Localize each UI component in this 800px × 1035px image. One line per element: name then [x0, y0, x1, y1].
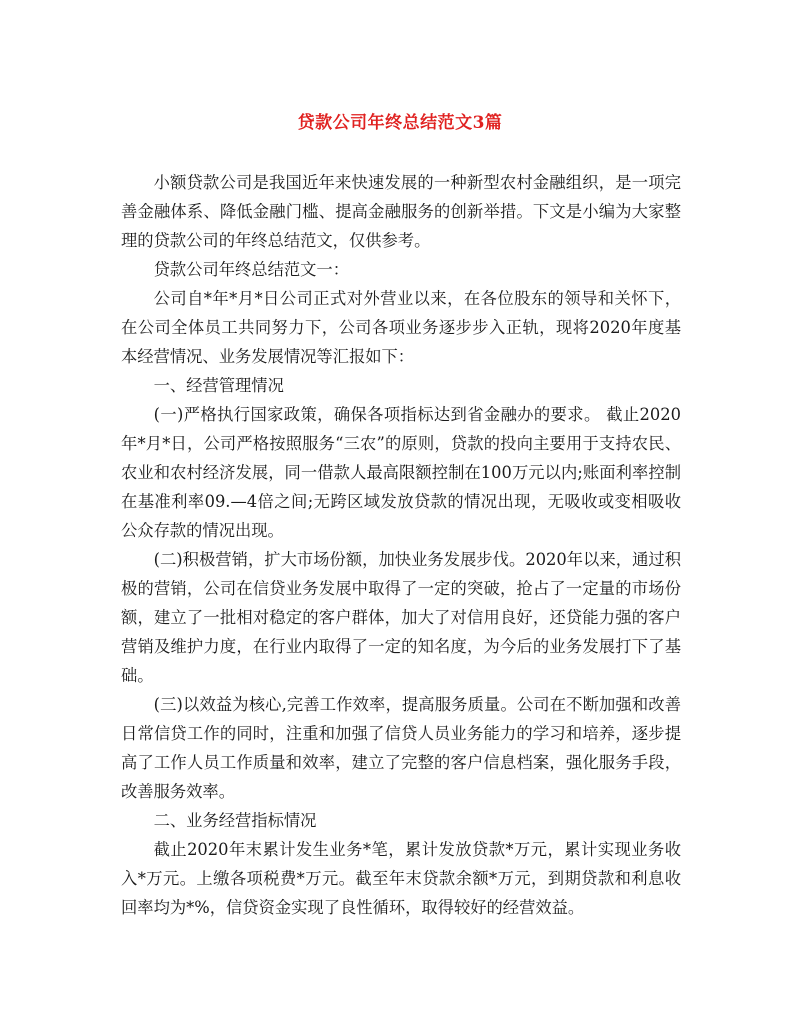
section-heading-indicators: 二、业务经营指标情况 [153, 811, 317, 830]
document-body [121, 168, 681, 922]
paragraph-sample-heading: 贷款公司年终总结范文一： [153, 260, 349, 279]
section-heading-management: 一、经营管理情况 [153, 376, 284, 395]
paragraph-policy: (一)严格执行国家政策，确保各项指标达到省金融办的要求。 截止2020年*月*日，公司严格按照服务“三农”的原则，贷款的投向主要用于支持农民、农业和农村经济发展，同一借款人最高限额控制在100万元以内;账面利率控制在基准利率09.—4倍之间;无跨区域发放贷款的情况出现，无吸收或变相吸收公众存款的情况出现。 [121, 405, 681, 540]
paragraph-marketing: (二)积极营销，扩大市场份额，加快业务发展步伐。2020年以来，通过积极的营销，公司在信贷业务发展中取得了一定的突破，抢占了一定量的市场份额，建立了一批相对稳定的客户群体，加大了对信用良好，还贷能力强的客户营销及维护力度，在行业内取得了一定的知名度，为今后的业务发展打下了基础。 [121, 550, 681, 685]
paragraph-overview: 公司自*年*月*日公司正式对外营业以来，在各位股东的领导和关怀下，在公司全体员工共同努力下，公司各项业务逐步步入正轨，现将2020年度基本经营情况、业务发展情况等汇报如下： [121, 289, 681, 366]
paragraph-efficiency: (三)以效益为核心,完善工作效率，提高服务质量。公司在不断加强和改善日常信贷工作的同时，注重和加强了信贷人员业务能力的学习和培养，逐步提高了工作人员工作质量和效率，建立了完整的客户信息档案，强化服务手段，改善服务效率。 [121, 695, 681, 801]
paragraph-indicators: 截止2020年末累计发生业务*笔，累计发放贷款*万元，累计实现业务收入*万元。上缴各项税费*万元。截至年末贷款余额*万元，到期贷款和利息收回率均为*%，信贷资金实现了良性循环，取得较好的经营效益。 [121, 840, 681, 917]
document-title: 贷款公司年终总结范文3篇 [297, 113, 503, 133]
paragraph-intro: 小额贷款公司是我国近年来快速发展的一种新型农村金融组织，是一项完善金融体系、降低金融门槛、提高金融服务的创新举措。下文是小编为大家整理的贷款公司的年终总结范文，仅供参考。 [121, 173, 681, 250]
